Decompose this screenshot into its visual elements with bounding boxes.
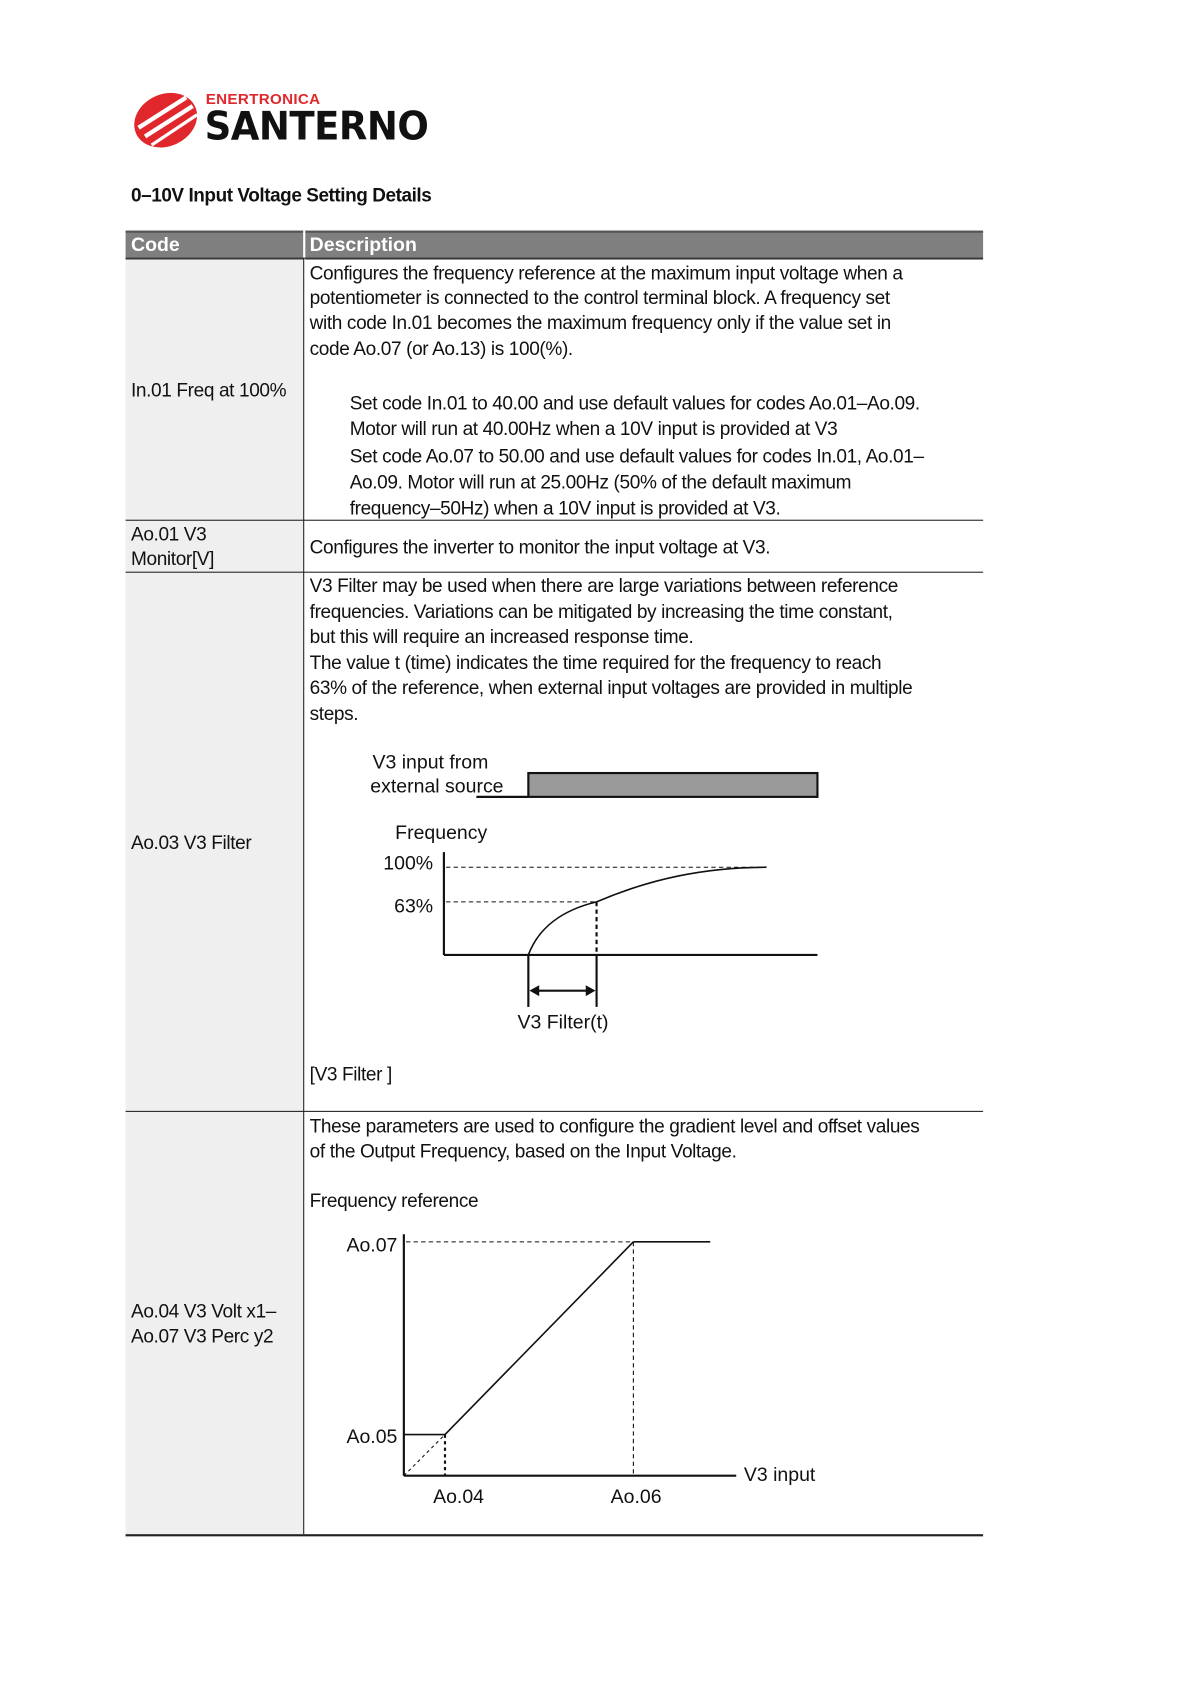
row-divider [126, 258, 983, 259]
code-cell: Ao.01 V3 [131, 522, 207, 545]
logo-mark-icon [130, 89, 201, 152]
section-title: 0–10V Input Voltage Setting Details [131, 184, 432, 206]
frequency-reference-label: Frequency reference [309, 1189, 479, 1212]
ao04-label: Ao.04 [433, 1485, 485, 1508]
diagram-caption: [V3 Filter ] [309, 1063, 392, 1085]
description-line: 63% of the reference, when external input voltages are provided in multiple [309, 676, 913, 699]
table-bottom-border [126, 1534, 983, 1536]
header-divider [303, 231, 305, 260]
header-code: Code [131, 233, 180, 256]
table-header [126, 231, 983, 260]
santerno-logo [130, 89, 444, 154]
description-line: with code In.01 becomes the maximum frequency only if the value set in [309, 311, 891, 334]
input-label: V3 input from [372, 751, 489, 774]
description-line: Configures the frequency reference at the maximum input voltage when a [309, 262, 903, 284]
v3-input-axis-label: V3 input [743, 1463, 816, 1486]
logo-top-text: ENERTRONICA [205, 89, 321, 108]
description-line: These parameters are used to configure the gradient level and offset values [309, 1115, 920, 1137]
example-line: frequency–50Hz) when a 10V input is provided at V3. [349, 496, 781, 519]
filter-time-label: V3 Filter(t) [517, 1011, 609, 1033]
example-line: Set code Ao.07 to 50.00 and use default values for codes In.01, Ao.01– [349, 444, 924, 467]
description-line: but this will require an increased response time. [309, 625, 694, 648]
description-line: code Ao.07 (or Ao.13) is 100(%). [309, 337, 573, 360]
description-line: potentiometer is connected to the control terminal block. A frequency set [309, 286, 890, 309]
ao05-label: Ao.05 [346, 1425, 398, 1448]
description-line: The value t (time) indicates the time required for the frequency to reach [309, 651, 882, 674]
level-100-label: 100% [383, 852, 434, 874]
code-cell: Ao.04 V3 Volt x1– [131, 1300, 277, 1322]
gradient-line [445, 1242, 633, 1435]
header-description: Description [309, 233, 417, 256]
code-cell: Monitor[V] [131, 547, 215, 570]
code-cell: Ao.03 V3 Filter [131, 831, 252, 854]
description-line: Configures the inverter to monitor the input voltage at V3. [309, 535, 771, 558]
ao06-label: Ao.06 [610, 1485, 662, 1508]
input-label: external source [370, 775, 504, 797]
description-line: of the Output Frequency, based on the Input Voltage. [309, 1140, 737, 1162]
level-63-label: 63% [394, 895, 434, 918]
example-line: Ao.09. Motor will run at 25.00Hz (50% of the default maximum [349, 470, 852, 493]
arrow-left-icon [529, 985, 539, 996]
frequency-axis-label: Frequency [395, 821, 488, 844]
example-line: Set code In.01 to 40.00 and use default values for codes Ao.01–Ao.09. [349, 391, 920, 414]
arrow-right-icon [586, 985, 596, 996]
description-line: V3 Filter may be used when there are large variations between reference [309, 574, 898, 597]
logo-name-text: SANTERNO [204, 105, 429, 150]
description-line: steps. [309, 702, 359, 725]
description-line: frequencies. Variations can be mitigated by increasing the time constant, [309, 600, 893, 623]
row-divider [126, 572, 983, 573]
offset-dashed [404, 1435, 445, 1476]
ao07-label: Ao.07 [346, 1234, 398, 1256]
code-cell: Ao.07 V3 Perc y2 [131, 1325, 274, 1347]
code-cell: In.01 Freq at 100% [131, 378, 287, 401]
row-divider [126, 520, 983, 521]
row-divider [126, 1111, 983, 1112]
column-divider [303, 258, 304, 1535]
example-line: Motor will run at 40.00Hz when a 10V input is provided at V3 [349, 417, 838, 440]
input-pulse [528, 773, 817, 797]
response-curve [528, 867, 766, 955]
